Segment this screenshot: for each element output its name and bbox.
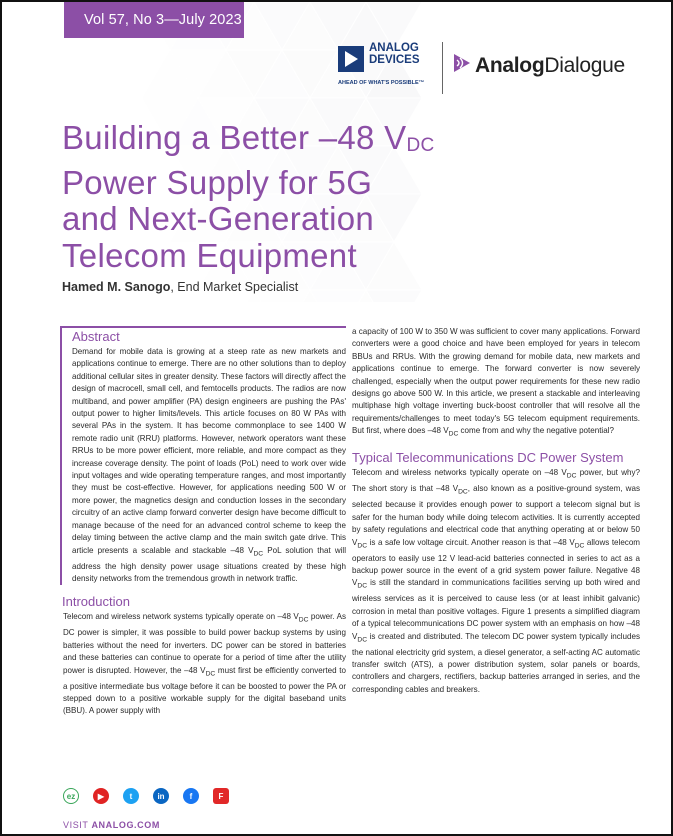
introduction-heading: Introduction — [62, 594, 130, 610]
right-intro-text-1: a capacity of 100 W to 350 W was sufficient to cover many applications. Forward converters were a good choice and have been employed for years in telecom BBUs and RRUs. With the growing demand for mobile data, new markets and applications continue to emerge. The forward converter is now severely challenged, especially when the output power requirements for these new radio designs go above 500 W. In this article, we present a stackable and interleaving multiphase high voltage inverting buck-boost controller that will resolve all the requirements/challenges to meet today's 5G telecom equipment requirements. But first, where does –48 V — [352, 327, 640, 436]
ad-tagline: AHEAD OF WHAT'S POSSIBLE™ — [338, 80, 425, 86]
typical-sub-1: DC — [566, 472, 577, 480]
abstract-section — [60, 326, 346, 585]
youtube-icon[interactable]: ▶ — [93, 788, 109, 804]
right-intro-paragraph — [352, 326, 640, 441]
typical-text-3: , also known as a positive-ground system, was selected because it provides enough power to support a telecom signal but is safer for the human body while doing telecom activities. It is currently accepted by safety regulations and electrical code that anything operating at or below 50 V — [352, 484, 640, 547]
title-line-2: Power Supply for 5G — [62, 163, 373, 201]
ad-line-2: DEVICES — [369, 54, 420, 66]
introduction-paragraph — [62, 611, 346, 717]
typical-text-4: is a safe low voltage circuit. Another reason is that –48 V — [367, 537, 575, 547]
abstract-text-b: PoL solution that will address the high density power usage situations created by these high density networks from the tremendous growth in network traffic. — [72, 545, 346, 583]
title-line-4: Telecom Equipment — [62, 236, 357, 274]
dialogue-part-2: Dialogue — [544, 54, 625, 77]
typical-text-2: power, but why? The short story is that –48 V — [352, 468, 640, 494]
intro-sub-2: DC — [205, 670, 216, 678]
abstract-heading: Abstract — [72, 329, 120, 344]
typical-sub-2: DC — [458, 488, 468, 496]
right-column — [352, 326, 640, 696]
title-line-1 — [62, 120, 482, 165]
typical-heading: Typical Telecommunications DC Power System — [352, 450, 624, 466]
analog-devices-wordmark — [369, 42, 449, 66]
article-title — [62, 120, 482, 274]
facebook-icon[interactable]: f — [183, 788, 199, 804]
flipboard-icon[interactable]: F — [213, 788, 229, 804]
typical-text-5: allows telecom operators to easily use 12 V lead-acid batteries connected in series to act as a backup power source in the event of a grid system power failure. Negative 48 V — [352, 537, 640, 588]
author-name[interactable]: Hamed M. Sanogo — [62, 280, 171, 294]
analog-dialogue-logo-icon — [452, 52, 472, 74]
bg-triangle — [310, 290, 366, 302]
typical-sub-3: DC — [357, 542, 368, 550]
issue-label: Vol 57, No 3—July 2023 — [64, 2, 244, 38]
bg-triangle — [366, 290, 422, 302]
analog-devices-logo-icon — [338, 46, 364, 72]
intro-text-2: power. As DC power is simpler, it was possible to build power backup systems by using batteries without the need for inverters. DC power can be stored in batteries and these batteries can continue to operate for a period of time after the utility power is disrupted. However, the –48 V — [63, 612, 346, 675]
typical-paragraph — [352, 467, 640, 696]
brand-divider — [442, 42, 443, 94]
ad-line-1: ANALOG — [369, 42, 419, 54]
typical-sub-4: DC — [574, 542, 585, 550]
visit-prefix: VISIT — [63, 820, 92, 830]
typical-text-7: is created and distributed. The telecom DC power system typically includes the national electricity grid system, a diesel generator, a self-acting AC automatic transfer switch (ATS), a power distribution system, solar panels or boards, controllers and chargers, rectifiers, backup batteries arranged in series, and the corresponding cables and breakers. — [352, 631, 640, 694]
left-column — [62, 326, 346, 718]
typical-sub-5: DC — [357, 582, 368, 590]
ez-icon[interactable]: ez — [63, 788, 79, 804]
abstract-paragraph — [72, 346, 346, 585]
right-intro-sub: DC — [448, 430, 459, 438]
title-subscript: DC — [406, 135, 435, 156]
dialogue-part-1: Analog — [475, 54, 545, 77]
abstract-text-a: Demand for mobile data is growing at a steep rate as new markets and applications continue to emerge. There are no other solutions than to deploy additional cellular sites in greater density. These factors will directly affect the design of macrocell, small cell, and femtocells products. The radios are now multiband, and power amplifier (PA) design engineers are pushing the PAs' output power to higher limits/levels. This article focuses on 80 W PAs with several PAs in the system. It has become commonplace to see 1400 W remote radio unit (RRU) platforms. However, network operators want these RRUs to be more power efficient, more reliable, and more compact as they increase coverage density. The point of loads (PoL) need to work over wide input voltages and wide operating temperature ranges, and most importantly they must be cost-effective. However, for applications needing 500 W or more power, the magnetics design and conduction losses in the secondary circuitry of an active clamp forward converter design have become difficult to manage because of the need for an advanced control scheme to keep the delay timing between the active clamp and the main switch gate drive. This article presents a scalable and stackable –48 V — [72, 347, 346, 555]
typical-sub-6: DC — [357, 636, 368, 644]
abstract-sub: DC — [253, 550, 264, 558]
visit-link[interactable] — [63, 820, 160, 830]
linkedin-icon[interactable]: in — [153, 788, 169, 804]
twitter-icon[interactable]: t — [123, 788, 139, 804]
analog-dialogue-wordmark — [475, 54, 625, 78]
right-intro-text-2: come from and why the negative potential? — [458, 426, 614, 436]
intro-sub-1: DC — [298, 616, 309, 624]
intro-text-3: must first be efficiently converted to a positive intermediate bus voltage before it can be boosted to power the PA or stepped down to a positive workable supply for the digital baseband units (BBU). A power supply with — [63, 665, 346, 716]
typical-text-1: Telecom and wireless networks typically operate on –48 V — [352, 468, 567, 478]
typical-text-6: is still the standard in communications facilities serving up both wired and wireless services as it is perceived to cause less (or at least inhibit galvanic) corrosion in metal than positive voltages. Figure 1 presents a simplified diagram of a typical telecommunications DC power system with an emphasis on how –48 V — [352, 578, 640, 641]
visit-site[interactable]: ANALOG.COM — [91, 820, 160, 830]
title-line-3: and Next-Generation — [62, 200, 375, 237]
brand-logos[interactable] — [338, 42, 638, 102]
author-role: , End Market Specialist — [170, 280, 299, 294]
intro-text-1: Telecom and wireless network systems typically operate on –48 V — [63, 612, 299, 622]
title-line-1-text: Building a Better –48 V — [62, 119, 407, 156]
author-line — [62, 280, 298, 294]
